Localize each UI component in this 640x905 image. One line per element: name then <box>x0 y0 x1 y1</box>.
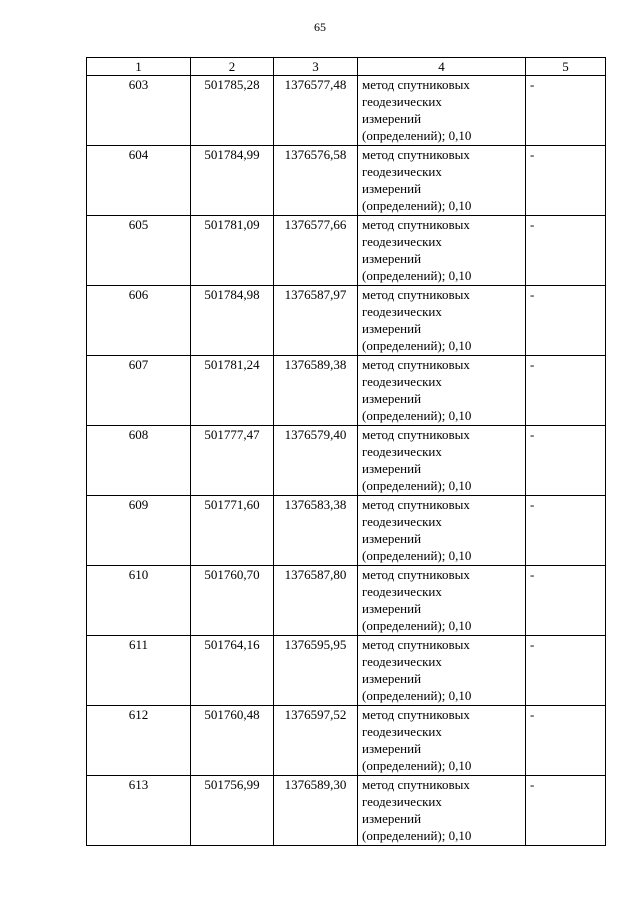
method-text: метод спутниковых геодезических измерений (определений); 0,10 <box>362 427 472 493</box>
x-coordinate-cell <box>191 636 274 706</box>
y-coordinate-text: 1376576,58 <box>284 147 347 162</box>
x-coordinate-cell <box>191 146 274 216</box>
point-number-cell <box>87 496 191 566</box>
method-cell <box>358 356 526 426</box>
point-number-cell <box>87 776 191 846</box>
method-cell <box>358 706 526 776</box>
x-coordinate-text: 501784,98 <box>204 287 260 302</box>
table-row <box>87 496 606 566</box>
method-text: метод спутниковых геодезических измерений (определений); 0,10 <box>362 217 472 283</box>
note-text: - <box>530 287 535 302</box>
x-coordinate-text: 501781,09 <box>204 217 260 232</box>
y-coordinate-cell <box>274 356 358 426</box>
method-text: метод спутниковых геодезических измерений (определений); 0,10 <box>362 77 472 143</box>
method-cell <box>358 496 526 566</box>
note-cell <box>526 76 606 146</box>
method-text: метод спутниковых геодезических измерений (определений); 0,10 <box>362 497 472 563</box>
note-text: - <box>530 567 535 582</box>
y-coordinate-text: 1376587,80 <box>284 567 347 582</box>
note-text: - <box>530 77 535 92</box>
method-cell <box>358 76 526 146</box>
point-number-cell <box>87 426 191 496</box>
method-cell <box>358 216 526 286</box>
x-coordinate-text: 501784,99 <box>204 147 260 162</box>
note-cell <box>526 356 606 426</box>
point-number-text: 607 <box>128 357 149 372</box>
note-cell <box>526 566 606 636</box>
note-cell <box>526 286 606 356</box>
point-number-text: 610 <box>128 567 149 582</box>
method-text: метод спутниковых геодезических измерений (определений); 0,10 <box>362 287 472 353</box>
method-text: метод спутниковых геодезических измерений (определений); 0,10 <box>362 777 472 843</box>
y-coordinate-text: 1376579,40 <box>284 427 347 442</box>
y-coordinate-cell <box>274 706 358 776</box>
table-row <box>87 146 606 216</box>
y-coordinate-cell <box>274 426 358 496</box>
method-cell <box>358 566 526 636</box>
point-number-cell <box>87 356 191 426</box>
table-row <box>87 426 606 496</box>
table-row <box>87 706 606 776</box>
y-coordinate-text: 1376583,38 <box>284 497 347 512</box>
note-text: - <box>530 497 535 512</box>
note-cell <box>526 636 606 706</box>
x-coordinate-text: 501777,47 <box>204 427 260 442</box>
table-row <box>87 566 606 636</box>
y-coordinate-text: 1376597,52 <box>284 707 347 722</box>
note-cell <box>526 426 606 496</box>
point-number-text: 605 <box>128 217 149 232</box>
note-cell <box>526 146 606 216</box>
point-number-text: 612 <box>128 707 149 722</box>
table-row <box>87 216 606 286</box>
column-header-1: 1 <box>87 58 191 76</box>
x-coordinate-cell <box>191 496 274 566</box>
y-coordinate-cell <box>274 636 358 706</box>
method-cell <box>358 286 526 356</box>
y-coordinate-cell <box>274 146 358 216</box>
x-coordinate-cell <box>191 216 274 286</box>
table-row <box>87 636 606 706</box>
point-number-text: 611 <box>128 637 149 652</box>
y-coordinate-text: 1376589,38 <box>284 357 347 372</box>
x-coordinate-text: 501781,24 <box>204 357 260 372</box>
point-number-text: 604 <box>128 147 149 162</box>
point-number-cell <box>87 636 191 706</box>
point-number-text: 608 <box>128 427 149 442</box>
x-coordinate-cell <box>191 76 274 146</box>
point-number-text: 606 <box>128 287 149 302</box>
note-text: - <box>530 427 535 442</box>
note-text: - <box>530 637 535 652</box>
point-number-cell <box>87 76 191 146</box>
point-number-cell <box>87 286 191 356</box>
note-cell <box>526 216 606 286</box>
x-coordinate-cell <box>191 706 274 776</box>
column-header-2: 2 <box>191 58 274 76</box>
table-row <box>87 286 606 356</box>
note-text: - <box>530 217 535 232</box>
point-number-text: 603 <box>128 77 149 92</box>
x-coordinate-text: 501764,16 <box>204 637 260 652</box>
y-coordinate-text: 1376587,97 <box>284 287 347 302</box>
method-text: метод спутниковых геодезических измерений (определений); 0,10 <box>362 567 472 633</box>
y-coordinate-cell <box>274 216 358 286</box>
note-text: - <box>530 357 535 372</box>
x-coordinate-cell <box>191 356 274 426</box>
method-text: метод спутниковых геодезических измерений (определений); 0,10 <box>362 637 472 703</box>
table-row <box>87 76 606 146</box>
y-coordinate-cell <box>274 286 358 356</box>
method-cell <box>358 146 526 216</box>
y-coordinate-text: 1376595,95 <box>284 637 347 652</box>
point-number-cell <box>87 146 191 216</box>
x-coordinate-cell <box>191 776 274 846</box>
x-coordinate-text: 501760,48 <box>204 707 260 722</box>
point-number-cell <box>87 566 191 636</box>
x-coordinate-text: 501785,28 <box>204 77 260 92</box>
note-cell <box>526 776 606 846</box>
note-text: - <box>530 707 535 722</box>
method-text: метод спутниковых геодезических измерений (определений); 0,10 <box>362 357 472 423</box>
column-header-3: 3 <box>274 58 358 76</box>
page-number: 65 <box>314 20 326 34</box>
x-coordinate-text: 501760,70 <box>204 567 260 582</box>
point-number-cell <box>87 216 191 286</box>
y-coordinate-cell <box>274 776 358 846</box>
note-text: - <box>530 147 535 162</box>
method-text: метод спутниковых геодезических измерений (определений); 0,10 <box>362 147 472 213</box>
y-coordinate-cell <box>274 566 358 636</box>
column-header-4: 4 <box>358 58 526 76</box>
x-coordinate-text: 501771,60 <box>204 497 260 512</box>
note-cell <box>526 496 606 566</box>
table-row <box>87 356 606 426</box>
x-coordinate-text: 501756,99 <box>204 777 260 792</box>
method-cell <box>358 776 526 846</box>
x-coordinate-cell <box>191 426 274 496</box>
point-number-text: 613 <box>128 777 149 792</box>
point-number-text: 609 <box>128 497 149 512</box>
table-header-row <box>87 58 606 76</box>
x-coordinate-cell <box>191 286 274 356</box>
coordinates-table <box>86 57 606 846</box>
y-coordinate-cell <box>274 76 358 146</box>
point-number-cell <box>87 706 191 776</box>
y-coordinate-text: 1376577,66 <box>284 217 347 232</box>
method-cell <box>358 426 526 496</box>
method-text: метод спутниковых геодезических измерений (определений); 0,10 <box>362 707 472 773</box>
y-coordinate-cell <box>274 496 358 566</box>
x-coordinate-cell <box>191 566 274 636</box>
note-text: - <box>530 777 535 792</box>
note-cell <box>526 706 606 776</box>
table-row <box>87 776 606 846</box>
method-cell <box>358 636 526 706</box>
y-coordinate-text: 1376589,30 <box>284 777 347 792</box>
y-coordinate-text: 1376577,48 <box>284 77 347 92</box>
column-header-5: 5 <box>526 58 606 76</box>
